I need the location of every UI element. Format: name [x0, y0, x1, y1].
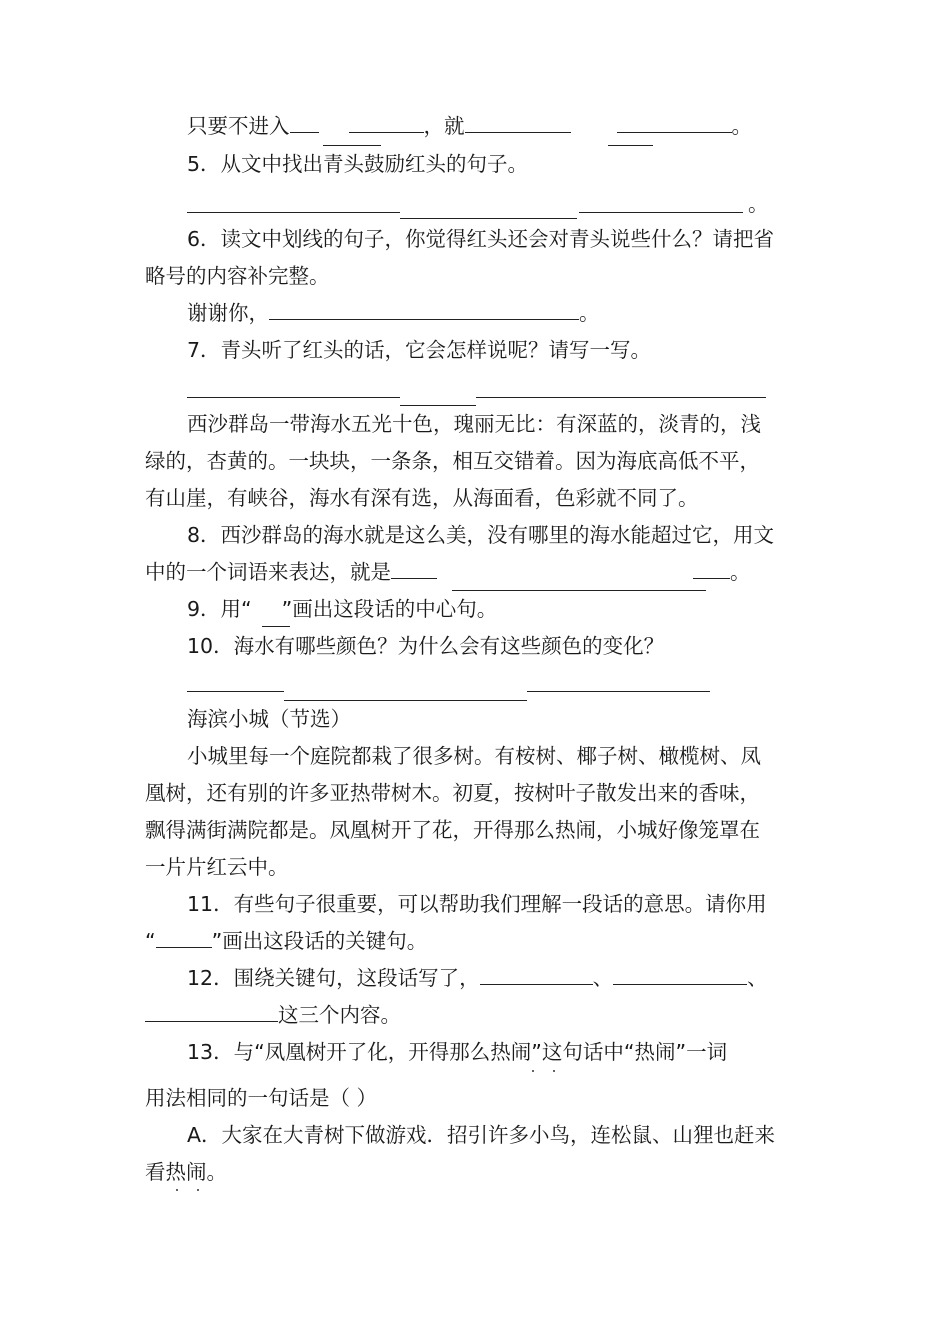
answer-blank[interactable] — [187, 691, 284, 692]
text-segment: 中的一个词语来表达，就是 — [145, 560, 391, 584]
question-11: 11．有些句子很重要，可以帮助我们理解一段话的意思。请你用 — [187, 892, 767, 916]
answer-blank[interactable] — [349, 112, 424, 133]
answer-blank[interactable] — [187, 397, 400, 398]
emphasis-dot — [197, 1189, 199, 1191]
answer-blank[interactable] — [156, 927, 212, 948]
text-segment: 谢谢你， — [187, 301, 269, 325]
question-11-cont — [145, 927, 810, 955]
question-6: 6．读文中划线的句子，你觉得红头还会对青头说些什么？请把省 — [187, 227, 775, 251]
text-segment: 这三个内容。 — [278, 1003, 401, 1027]
text-segment: 只要不进入 — [187, 114, 290, 138]
question-10: 10．海水有哪些颜色？为什么会有这些颜色的变化？ — [187, 634, 665, 658]
answer-blank[interactable] — [476, 397, 766, 398]
emphasis-dot — [176, 1189, 178, 1191]
text-segment: 。 — [731, 114, 752, 138]
question-8: 8．西沙群岛的海水就是这么美，没有哪里的海水能超过它，用文 — [187, 523, 775, 547]
answer-blank[interactable] — [400, 218, 577, 219]
answer-blank[interactable] — [284, 700, 527, 701]
option-a: A．大家在大青树下做游戏．招引许多小鸟，连松鼠、山狸也赶来 — [187, 1123, 776, 1147]
answer-blank[interactable] — [579, 212, 743, 213]
text-segment: 9．用“ — [187, 597, 252, 621]
question-13-cont: 用法相同的一句话是（ ） — [145, 1086, 378, 1110]
passage-2: 飘得满街满院都是。凤凰树开了花，开得那么热闹，小城好像笼罩在 — [145, 818, 760, 842]
answer-blank[interactable] — [617, 112, 732, 133]
answer-blank[interactable] — [187, 212, 400, 213]
text-segment: 。 — [730, 560, 751, 584]
question-7: 7．青头听了红头的话，它会怎样说呢？请写一写。 — [187, 338, 652, 362]
text-segment: 12．围绕关键句，这段话写了， — [187, 966, 480, 990]
text-segment: 、 — [592, 966, 614, 990]
passage-2: 小城里每一个庭院都栽了很多树。有桉树、椰子树、橄榄树、凤 — [187, 744, 761, 768]
answer-blank[interactable] — [693, 558, 730, 579]
passage-1: 绿的，杏黄的。一块块，一条条，相互交错着。因为海底高低不平， — [145, 449, 760, 473]
question-5-end: 。 — [748, 192, 769, 216]
question-13: 13．与“凤凰树开了化，开得那么热闹”这句话中“热闹”一词 — [187, 1040, 728, 1064]
passage-1: 西沙群岛一带海水五光十色，瑰丽无比：有深蓝的，淡青的，浅 — [187, 412, 761, 436]
question-12-cont — [145, 1001, 810, 1029]
question-8-cont — [145, 558, 810, 586]
passage-1: 有山崖，有峡谷，海水有深有选，从海面看，色彩就不同了。 — [145, 486, 699, 510]
answer-blank[interactable] — [145, 1001, 278, 1022]
answer-blank[interactable] — [391, 558, 437, 579]
passage-2: 一片片红云中。 — [145, 855, 289, 879]
emphasis-dot — [553, 1070, 555, 1072]
answer-blank[interactable] — [290, 112, 319, 133]
text-segment: ，就 — [423, 114, 465, 138]
answer-blank[interactable] — [613, 964, 747, 985]
question-12 — [187, 964, 810, 992]
passage-2: 凰树，还有别的许多亚热带树木。初夏，按树叶子散发出来的香味， — [145, 781, 760, 805]
answer-blank[interactable] — [465, 112, 571, 133]
option-a-cont: 看热闹。 — [145, 1160, 227, 1184]
answer-blank[interactable] — [400, 405, 476, 406]
question-5: 5．从文中找出青头鼓励红头的句子。 — [187, 152, 529, 176]
text-segment: 、 — [747, 966, 768, 990]
question-6-answer — [187, 299, 810, 327]
fill-line-1 — [187, 112, 810, 140]
question-6-cont: 略号的内容补完整。 — [145, 264, 330, 288]
text-segment: “ — [145, 929, 156, 953]
answer-blank[interactable] — [269, 299, 579, 320]
text-segment: 。 — [579, 301, 600, 325]
answer-blank[interactable] — [323, 145, 381, 146]
emphasis-dot — [532, 1070, 534, 1072]
answer-blank[interactable] — [527, 691, 710, 692]
answer-blank[interactable] — [452, 590, 706, 591]
text-segment: ”画出这段话的中心句。 — [281, 597, 498, 621]
answer-blank[interactable] — [480, 964, 593, 985]
answer-blank[interactable] — [262, 626, 290, 627]
passage-2-title: 海滨小城（节选） — [187, 707, 351, 731]
question-9 — [187, 595, 810, 623]
answer-blank[interactable] — [608, 145, 653, 146]
text-segment: ”画出这段话的关键句。 — [211, 929, 428, 953]
